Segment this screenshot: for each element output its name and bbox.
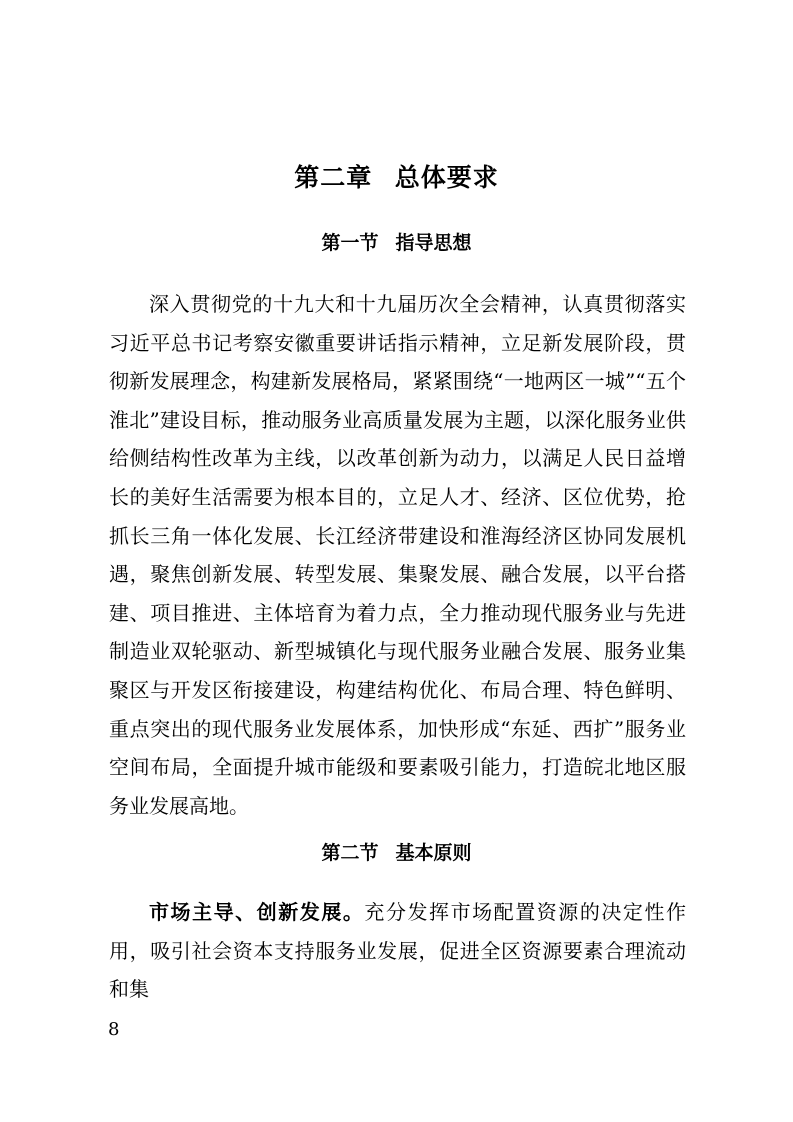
section-heading-2 (0, 838, 793, 868)
guiding-ideology-paragraph: 深入贯彻党的十九大和十九届历次全会精神，认真贯彻落实习近平总书记考察安徽重要讲话指示精神，立足新发展阶段，贯彻新发展理念，构建新发展格局，紧紧围绕“一地两区一城”“五个淮北”建设目标，推动服务业高质量发展为主题，以深化服务业供给侧结构性改革为主线，以改革创新为动力，以满足人民日益增长的美好生活需要为根本目的，立足人才、经济、区位优势，抢抓长三角一体化发展、长江经济带建设和淮海经济区协同发展机遇，聚焦创新发展、转型发展、集聚发展、融合发展，以平台搭建、项目推进、主体培育为着力点，全力推动现代服务业与先进制造业双轮驱动、新型城镇化与现代服务业融合发展、服务业集聚区与开发区衔接建设，构建结构优化、布局合理、特色鲜明、重点突出的现代服务业发展体系，加快形成“东延、西扩”服务业空间布局，全面提升城市能级和要素吸引能力，打造皖北地区服务业发展高地。 (109, 292, 686, 818)
chapter-number: 第二章 (294, 163, 373, 192)
page-number: 8 (108, 1019, 120, 1040)
principle-lead: 市场主导、创新发展。 (149, 900, 365, 924)
chapter-title (0, 160, 793, 196)
section-number: 第一节 (321, 232, 379, 254)
principle-text: 充分发挥市场配置资源的决定性作用，吸引社会资本支持服务业发展，促进全区资源要素合理流动和集 (109, 900, 687, 1002)
section-name: 基本原则 (395, 842, 472, 864)
section-number: 第二节 (321, 842, 379, 864)
section-heading-1 (0, 228, 793, 258)
principle-paragraph (109, 893, 686, 1009)
chapter-name: 总体要求 (394, 163, 499, 192)
section-name: 指导思想 (395, 232, 472, 254)
